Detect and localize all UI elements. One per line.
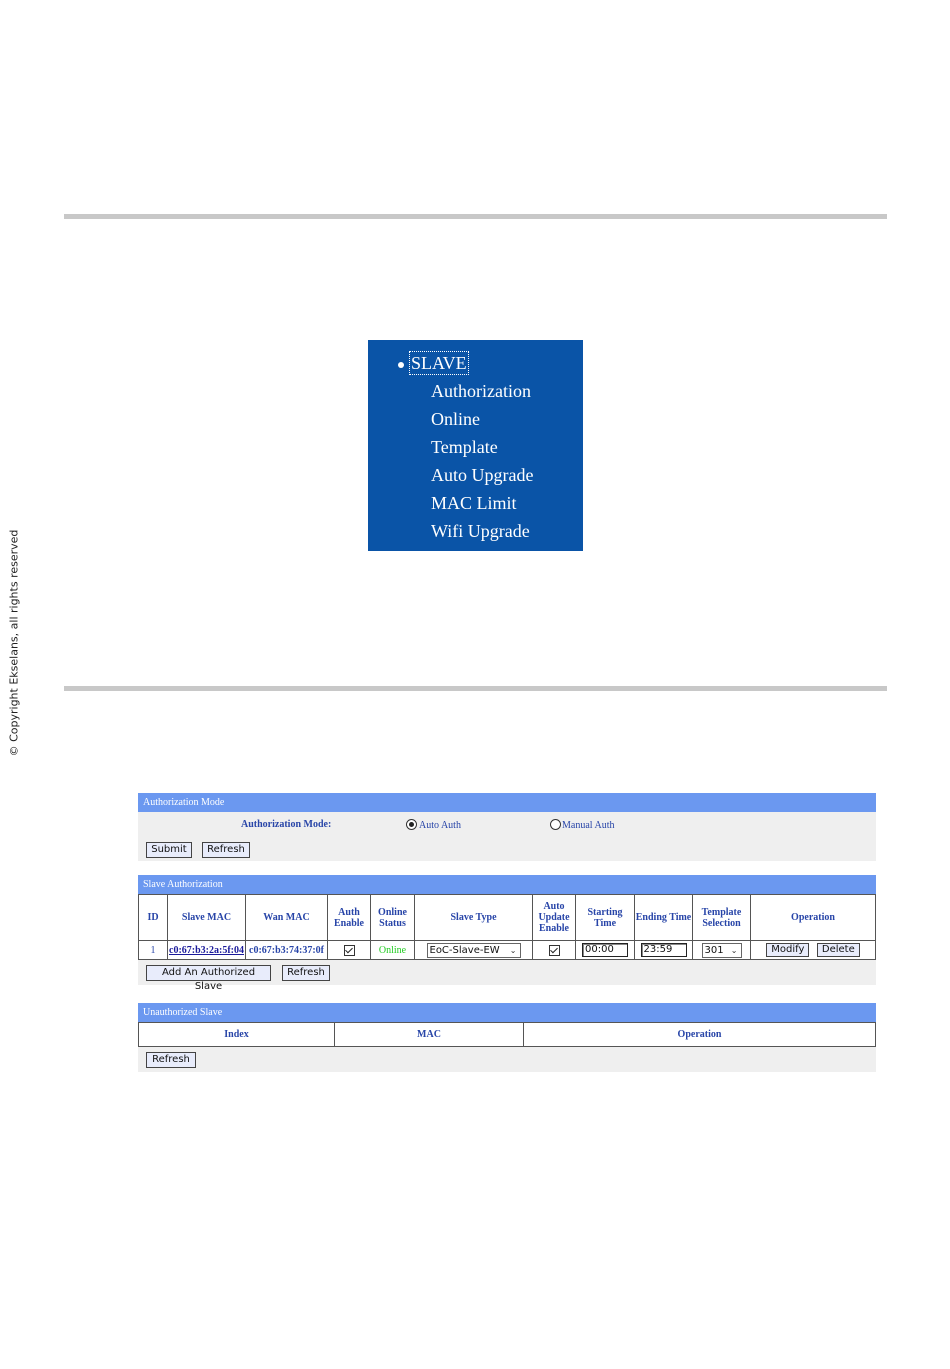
menu-item-wifi-upgrade[interactable]: Wifi Upgrade	[431, 521, 530, 541]
chevron-down-icon: ⌄	[509, 945, 517, 955]
starting-time-input[interactable]: 00:00	[582, 943, 628, 957]
header-ending-time: Ending Time	[635, 895, 693, 941]
table-row	[139, 941, 876, 960]
menu-item-template[interactable]: Template	[431, 437, 498, 457]
header-slave-mac: Slave MAC	[168, 895, 246, 941]
header-operation: Operation	[751, 895, 876, 941]
refresh-button[interactable]: Refresh	[146, 1052, 196, 1068]
manual-auth-radio[interactable]	[550, 819, 561, 830]
unauthorized-slave-panel	[138, 1003, 876, 1072]
header-starting-time: Starting Time	[576, 895, 635, 941]
header-index: Index	[139, 1023, 335, 1047]
divider	[64, 686, 887, 691]
wan-mac-value: c0:67:b3:74:37:0f	[246, 941, 328, 960]
modify-button[interactable]: Modify	[766, 943, 809, 957]
header-template-selection: Template Selection	[693, 895, 751, 941]
header-auto-update: Auto Update Enable	[533, 895, 576, 941]
slave-menu	[368, 340, 583, 551]
menu-item-slave[interactable]: SLAVE	[411, 353, 467, 373]
slave-type-select[interactable]: EoC-Slave-EW ⌄	[427, 943, 521, 958]
panel-title: Unauthorized Slave	[138, 1003, 876, 1022]
menu-item-authorization[interactable]: Authorization	[431, 381, 531, 401]
slave-mac-link[interactable]: c0:67:b3:2a:5f:04	[169, 944, 244, 956]
header-mac: MAC	[335, 1023, 524, 1047]
submit-button[interactable]: Submit	[146, 842, 192, 858]
auto-auth-label: Auto Auth	[419, 820, 461, 831]
row-id: 1	[139, 941, 168, 960]
panel-title: Authorization Mode	[138, 793, 876, 812]
header-id: ID	[139, 895, 168, 941]
ending-time-input[interactable]: 23:59	[641, 943, 687, 957]
menu-item-mac-limit[interactable]: MAC Limit	[431, 493, 517, 513]
header-online-status: Online Status	[371, 895, 415, 941]
slave-auth-table	[138, 894, 876, 960]
add-authorized-slave-button[interactable]: Add An Authorized Slave	[146, 965, 271, 981]
header-operation: Operation	[524, 1023, 876, 1047]
panel-title: Slave Authorization	[138, 875, 876, 894]
copyright-text: © Copyright Ekselans, all rights reserved	[7, 529, 21, 757]
auth-enable-checkbox[interactable]	[344, 945, 355, 956]
unauthorized-table	[138, 1022, 876, 1047]
auto-auth-radio[interactable]	[406, 819, 417, 830]
menu-item-auto-upgrade[interactable]: Auto Upgrade	[431, 465, 534, 485]
table-header-row	[139, 895, 876, 941]
header-auth-enable: Auth Enable	[328, 895, 371, 941]
delete-button[interactable]: Delete	[817, 943, 860, 957]
table-header-row	[139, 1023, 876, 1047]
template-select[interactable]: 301 ⌄	[702, 943, 742, 958]
slave-authorization-panel	[138, 875, 876, 992]
auto-update-checkbox[interactable]	[549, 945, 560, 956]
bullet-icon	[398, 362, 404, 368]
header-slave-type: Slave Type	[415, 895, 533, 941]
chevron-down-icon: ⌄	[730, 945, 738, 955]
authorization-mode-label: Authorization Mode:	[241, 819, 332, 830]
online-status-value: Online	[378, 944, 407, 956]
refresh-button[interactable]: Refresh	[202, 842, 250, 858]
divider	[64, 214, 887, 219]
refresh-button[interactable]: Refresh	[282, 965, 330, 981]
manual-auth-label: Manual Auth	[562, 820, 615, 831]
authorization-mode-panel	[138, 793, 876, 861]
header-wan-mac: Wan MAC	[246, 895, 328, 941]
menu-item-online[interactable]: Online	[431, 409, 480, 429]
